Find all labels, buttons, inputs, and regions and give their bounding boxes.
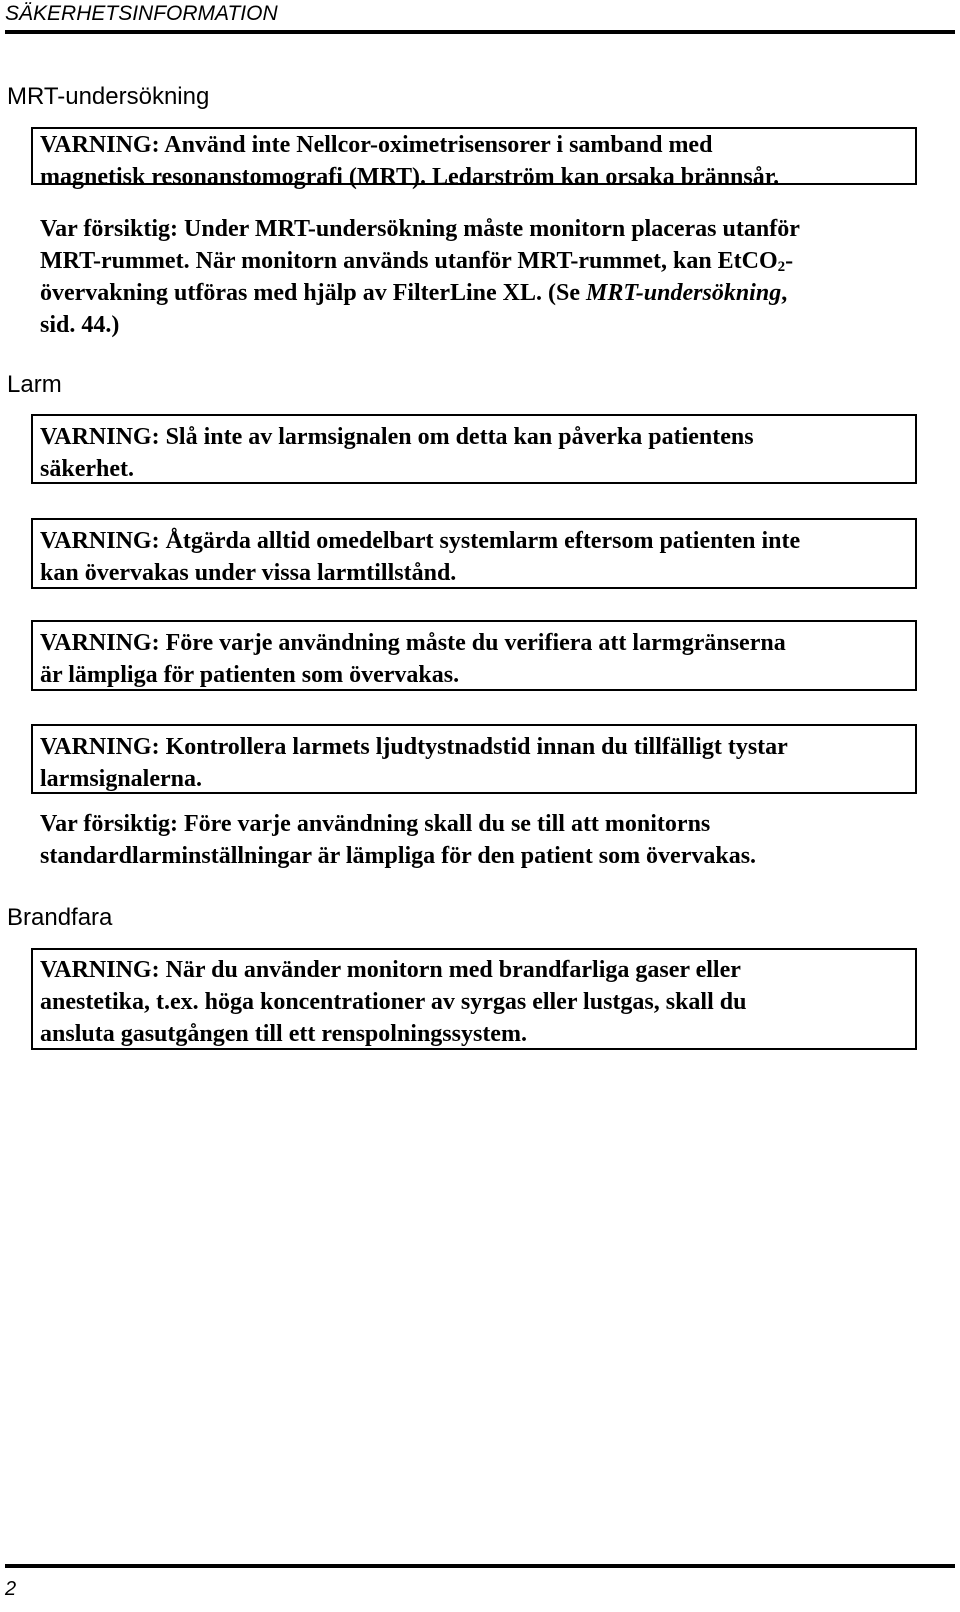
brandfara-warning-line-2: anestetika, t.ex. höga koncentrationer av syrgas eller lustgas, skall du: [40, 989, 747, 1015]
mrt-caution-comma: ,: [781, 280, 788, 306]
larm-warning-1-line-1: VARNING: Slå inte av larmsignalen om detta kan påverka patientens: [40, 424, 754, 450]
larm-warning-4-line-1: VARNING: Kontrollera larmets ljudtystnadstid innan du tillfälligt tystar: [40, 734, 788, 760]
brandfara-warning-line-1: VARNING: När du använder monitorn med brandfarliga gaser eller: [40, 957, 741, 983]
mrt-caution-text: MRT-rummet. När monitorn används utanför MRT-rummet, kan EtCO: [40, 248, 778, 274]
larm-warning-1-line-2: säkerhet.: [40, 456, 134, 482]
mrt-caution-subscript: 2: [777, 259, 786, 275]
larm-warning-2-line-2: kan övervakas under vissa larmtillstånd.: [40, 560, 457, 586]
header-rule: [5, 30, 955, 34]
mrt-warning-line-1: VARNING: Använd inte Nellcor-oximetrisensorer i samband med: [40, 132, 713, 158]
larm-warning-2-line-1: VARNING: Åtgärda alltid omedelbart systemlarm eftersom patienten inte: [40, 528, 801, 554]
section-heading-brandfara: Brandfara: [7, 904, 113, 931]
page-number: 2: [5, 1578, 17, 1600]
larm-warning-box-3: [31, 620, 917, 691]
mrt-warning-line-2: magnetisk resonanstomografi (MRT). Ledarström kan orsaka brännsår.: [40, 164, 780, 190]
header-title: SÄKERHETSINFORMATION: [5, 2, 278, 25]
larm-caution-line-2: standardlarminställningar är lämpliga för den patient som övervakas.: [40, 843, 757, 869]
larm-warning-box-2: [31, 518, 917, 589]
mrt-caution-hyphen: -: [785, 248, 794, 274]
larm-caution: [40, 808, 940, 872]
mrt-caution-line-1: Var försiktig: Under MRT-undersökning måste monitorn placeras utanför: [40, 216, 800, 242]
brandfara-warning-line-3: ansluta gasutgången till ett renspolningssystem.: [40, 1021, 527, 1047]
mrt-crossref: MRT-undersökning: [586, 280, 782, 306]
section-heading-larm: Larm: [7, 371, 62, 398]
mrt-caution: [40, 213, 940, 341]
larm-warning-box-1: [31, 414, 917, 484]
larm-warning-box-4: [31, 724, 917, 794]
larm-warning-3-line-1: VARNING: Före varje användning måste du verifiera att larmgränserna: [40, 630, 786, 656]
mrt-caution-line-4: sid. 44.): [40, 312, 120, 338]
mrt-warning-box: [31, 127, 917, 190]
larm-warning-4-line-2: larmsignalerna.: [40, 766, 202, 792]
mrt-caution-line-2: [40, 245, 940, 277]
mrt-caution-line-3: [40, 277, 940, 309]
brandfara-warning-box: [31, 948, 917, 1050]
larm-caution-line-1: Var försiktig: Före varje användning skall du se till att monitorns: [40, 811, 711, 837]
section-heading-mrt: MRT-undersökning: [7, 83, 210, 110]
larm-warning-3-line-2: är lämpliga för patienten som övervakas.: [40, 662, 460, 688]
mrt-caution-text-2: övervakning utföras med hjälp av FilterLine XL. (Se: [40, 280, 586, 306]
footer-rule: [5, 1564, 955, 1568]
